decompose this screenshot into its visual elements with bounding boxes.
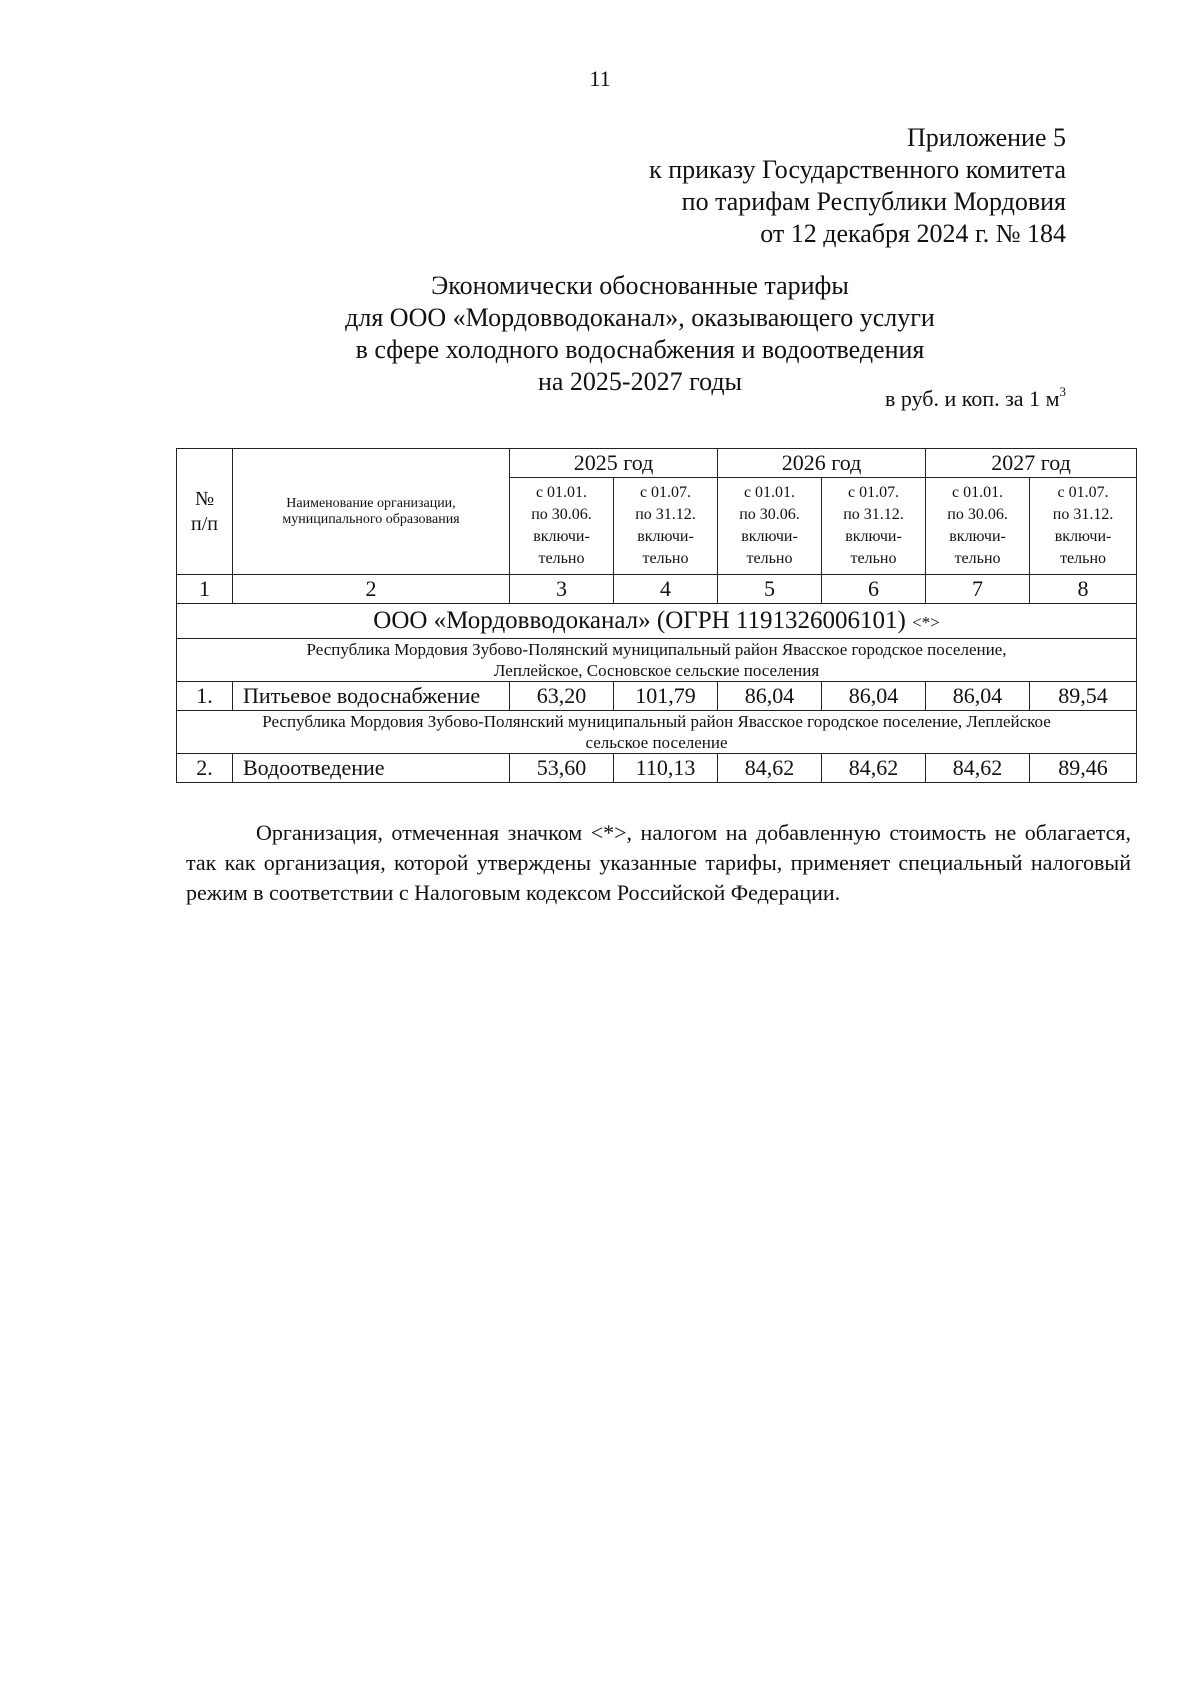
period-line: с 01.01. (951, 484, 1004, 501)
title-line-2: для ООО «Мордовводоканал», оказывающего услуги (345, 303, 935, 332)
title-line-3: в сфере холодного водоснабжения и водоотведения (355, 335, 925, 364)
period-line: с 01.07. (1057, 484, 1109, 501)
column-number: 1 (177, 575, 233, 604)
row-number: 1. (177, 682, 233, 711)
period-line: с 01.07. (847, 484, 900, 501)
tariff-value: 63,20 (510, 682, 614, 711)
header-number-abbr: п/п (191, 512, 218, 535)
tariff-value: 101,79 (614, 682, 718, 711)
column-number: 8 (1030, 575, 1137, 604)
organization-cell (177, 604, 1137, 639)
service-name: Питьевое водоснабжение (233, 682, 510, 711)
period-line: с 01.01. (535, 484, 588, 501)
area-line-1: Республика Мордовия Зубово-Полянский муниципальный район Явасское городское поселение, (306, 640, 1007, 659)
period-line: тельно (850, 550, 897, 567)
page-number: 11 (589, 66, 611, 91)
organization-row (177, 604, 1137, 639)
appendix-line-2: к приказу Государственного комитета (649, 155, 1066, 184)
units-text: в руб. и коп. за 1 м (885, 386, 1060, 411)
period-line: по 30.06. (531, 506, 592, 523)
service-name: Водоотведение (233, 754, 510, 783)
header-row-years (177, 449, 1137, 478)
vat-exempt-mark: <*> (912, 613, 940, 632)
appendix-header (649, 122, 1066, 250)
tariff-table (176, 448, 1137, 783)
period-line: включи- (1054, 528, 1112, 545)
area-row (177, 711, 1137, 754)
header-number (177, 449, 233, 575)
period-line: тельно (746, 550, 793, 567)
header-name-line-1: Наименование организации, (286, 495, 456, 511)
period-header (926, 478, 1030, 575)
period-line: включи- (533, 528, 590, 545)
period-line: тельно (954, 550, 1001, 567)
title-line-4: на 2025-2027 годы (537, 367, 743, 396)
area-row (177, 639, 1137, 682)
header-year-2027: 2027 год (926, 449, 1137, 478)
header-name-line-2: муниципального образования (282, 511, 460, 527)
period-line: по 31.12. (1052, 506, 1114, 523)
area-cell (177, 639, 1137, 682)
area-cell (177, 711, 1137, 754)
organization-name: ООО «Мордовводоканал» (ОГРН 1191326006101) (373, 607, 906, 634)
tariff-value: 89,54 (1030, 682, 1137, 711)
appendix-line-3: по тарифам Республики Мордовия (681, 187, 1066, 216)
vat-note (186, 818, 1131, 908)
column-number: 5 (718, 575, 822, 604)
tariff-value: 86,04 (718, 682, 822, 711)
document-title (160, 270, 1120, 398)
column-number: 3 (510, 575, 614, 604)
header-year-2025: 2025 год (510, 449, 718, 478)
vat-note-text: Организация, отмеченная значком <*>, налогом на добавленную стоимость не облагается, так как организация, которой утверждены указанные тарифы, применяет специальный налоговый режим в соответствии с Налоговым кодексом Российской Федерации. (186, 820, 1131, 905)
column-number: 7 (926, 575, 1030, 604)
period-line: с 01.01. (743, 484, 796, 501)
appendix-line-4: от 12 декабря 2024 г. № 184 (760, 219, 1066, 248)
tariff-value: 84,62 (926, 754, 1030, 783)
period-header (718, 478, 822, 575)
column-number: 6 (822, 575, 926, 604)
header-year-2026: 2026 год (718, 449, 926, 478)
header-number-sign: № (194, 487, 215, 510)
appendix-line-1: Приложение 5 (906, 123, 1066, 152)
period-line: включи- (845, 528, 902, 545)
column-number: 4 (614, 575, 718, 604)
units-label (885, 386, 1066, 412)
table-row (177, 754, 1137, 783)
tariff-value: 84,62 (718, 754, 822, 783)
period-line: тельно (538, 550, 585, 567)
period-header (822, 478, 926, 575)
title-line-1: Экономически обоснованные тарифы (431, 271, 849, 300)
column-number: 2 (233, 575, 510, 604)
table-row (177, 682, 1137, 711)
header-organization-name (233, 449, 510, 575)
period-line: по 30.06. (947, 506, 1008, 523)
period-line: с 01.07. (639, 484, 692, 501)
tariff-value: 86,04 (822, 682, 926, 711)
period-line: по 31.12. (843, 506, 904, 523)
period-line: тельно (1060, 550, 1106, 567)
units-superscript: 3 (1059, 384, 1066, 399)
period-line: включи- (741, 528, 798, 545)
period-line: по 31.12. (635, 506, 696, 523)
area-line-2: сельское поселение (585, 733, 728, 752)
period-line: включи- (949, 528, 1006, 545)
tariff-value: 110,13 (614, 754, 718, 783)
tariff-value: 89,46 (1030, 754, 1137, 783)
period-header (1030, 478, 1137, 575)
period-line: по 30.06. (739, 506, 800, 523)
period-header (510, 478, 614, 575)
tariff-value: 84,62 (822, 754, 926, 783)
period-line: тельно (642, 550, 689, 567)
tariff-value: 53,60 (510, 754, 614, 783)
area-line-2: Леплейское, Сосновское сельские поселения (493, 661, 820, 680)
period-line: включи- (637, 528, 694, 545)
column-numbers-row (177, 575, 1137, 604)
row-number: 2. (177, 754, 233, 783)
tariff-value: 86,04 (926, 682, 1030, 711)
area-line-1: Республика Мордовия Зубово-Полянский муниципальный район Явасское городское поселение, Леплейское (262, 712, 1051, 731)
period-header (614, 478, 718, 575)
